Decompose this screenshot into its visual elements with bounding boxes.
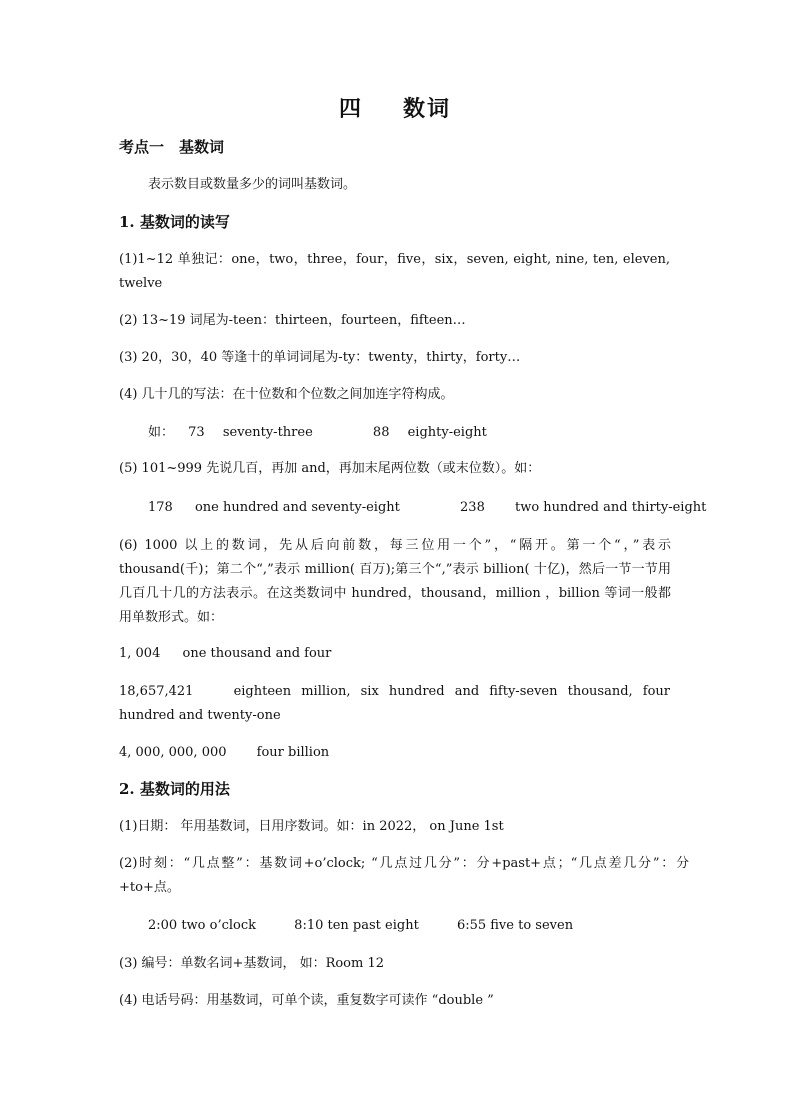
paragraph-phone: (4) 电话号码：用基数词，可单个读，重复数字可读作 “double ” — [119, 993, 494, 1008]
example-word: eighty-eight — [407, 425, 487, 440]
example-word: eighteen million, six hundred and fifty-seven thousand, four hundred and twenty-one — [119, 684, 670, 723]
paragraph-hundreds: (5) 101~999 先说几百，再加 and，再加末尾两位数（或末位数）。如： — [119, 461, 541, 476]
example-label: 如： — [148, 425, 175, 440]
example-billion — [119, 744, 329, 762]
paragraph-13-19: (2) 13~19 词尾为-teen：thirteen，fourteen，fifteen… — [119, 313, 466, 328]
example-number: 4, 000, 000, 000 — [119, 745, 227, 760]
example-word: one thousand and four — [182, 646, 332, 661]
example-word: two hundred and thirty-eight — [515, 500, 707, 515]
subheading-usage: 2. 基数词的用法 — [119, 780, 230, 798]
title-text: 数词 — [403, 96, 452, 122]
paragraph-thousands: (6) 1000 以上的数词，先从后向前数，每三位用一个”，“隔开。第一个“，”表示 thousand(千)；第二个“,”表示 million( 百万);第三个“,”表示 billion( 十亿)，然后一节一节用几百几十几的方法表示。在这类数词中 hundred，thousand，million ，billion 等词一般都用单数形式。如： — [119, 538, 671, 625]
example-word: four billion — [256, 745, 330, 760]
example-thousand — [119, 645, 331, 663]
example-time-item: 6:55 five to seven — [456, 918, 574, 933]
example-hundreds — [148, 499, 706, 517]
example-number: 18,657,421 — [119, 684, 194, 699]
example-number: 238 — [460, 500, 485, 515]
example-number: 73 — [188, 425, 205, 440]
paragraph-numbering: (3) 编号：单数名词+基数词， 如：Room 12 — [119, 956, 385, 971]
example-time-item: 2:00 two o’clock — [148, 918, 257, 933]
title-number: 四 — [338, 96, 363, 122]
example-number: 88 — [372, 425, 390, 440]
paragraph-dates: (1)日期： 年用基数词，日用序数词。如：in 2022， on June 1st — [119, 819, 504, 834]
page-title — [0, 92, 790, 123]
subheading-reading-writing: 1. 基数词的读写 — [119, 213, 230, 231]
example-time — [148, 917, 573, 935]
paragraph-1-12: (1)1~12 单独记：one，two，three，four，five，six，seven, eight, nine, ten, eleven, twelve — [119, 252, 670, 291]
paragraph-time: (2)时刻：“几点整”：基数词+o’clock; “几点过几分”：分+past+点；“几点差几分”：分+to+点。 — [119, 856, 689, 895]
example-compound — [148, 424, 487, 442]
definition-text: 表示数目或数量多少的词叫基数词。 — [148, 177, 357, 192]
example-number: 1, 004 — [119, 646, 161, 661]
paragraph-compound: (4) 几十几的写法：在十位数和个位数之间加连字符构成。 — [119, 387, 454, 402]
example-time-item: 8:10 ten past eight — [294, 918, 419, 933]
section-heading: 考点一 基数词 — [119, 138, 225, 156]
example-million — [119, 680, 670, 728]
paragraph-tens: (3) 20，30，40 等逢十的单词词尾为-ty：twenty，thirty，forty… — [119, 350, 521, 365]
example-word: seventy-three — [222, 425, 313, 440]
example-word: one hundred and seventy-eight — [194, 500, 400, 515]
example-number: 178 — [148, 500, 173, 515]
